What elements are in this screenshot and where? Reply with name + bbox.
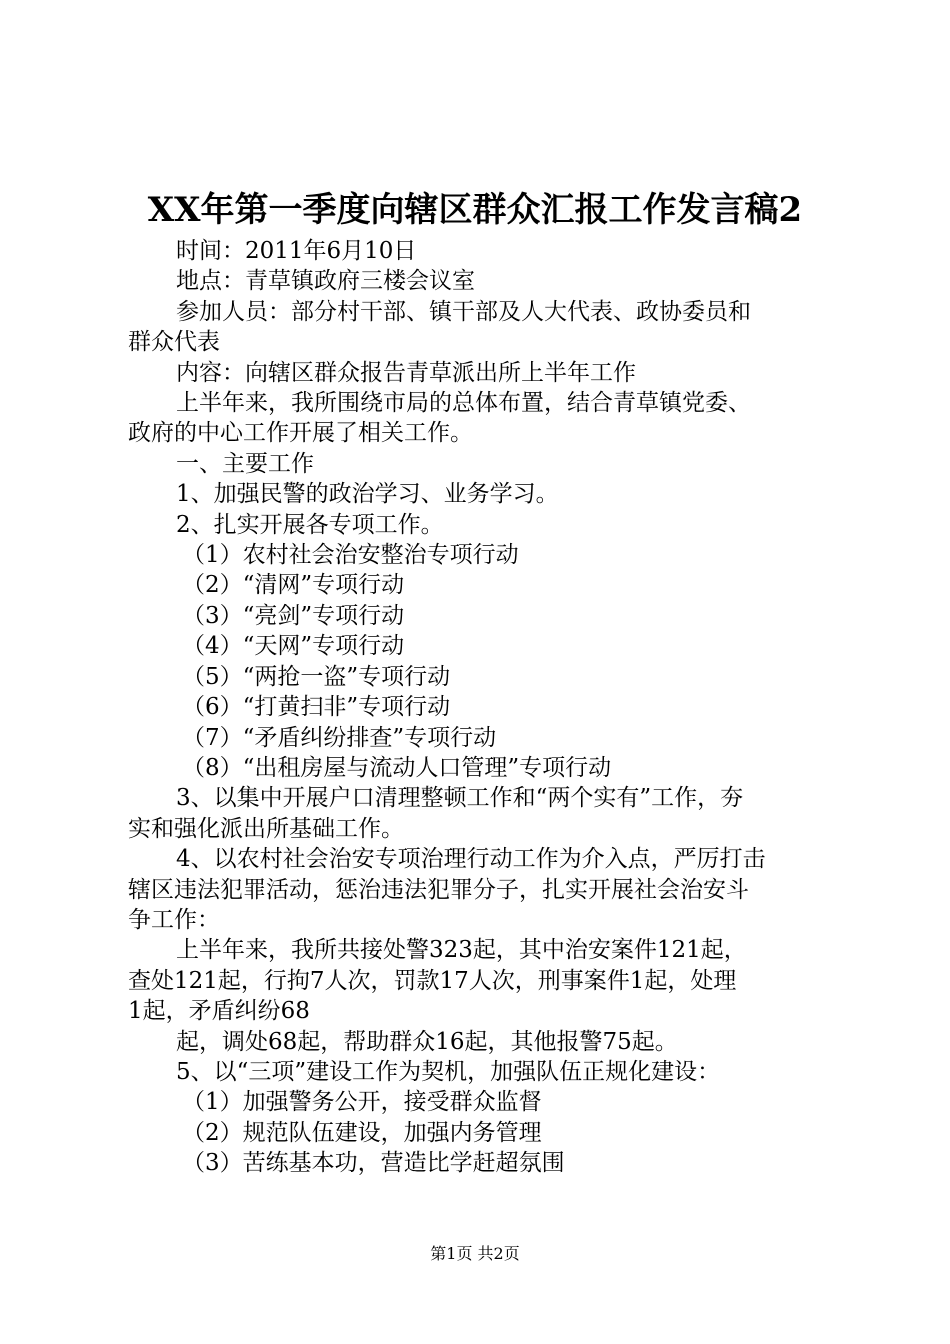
text-line-stats: 上半年来，我所共接处警323起，其中治安案件121起， (176, 937, 747, 964)
sub-list-item: （8）“出租房屋与流动人口管理”专项行动 (182, 754, 612, 781)
list-item: 2、扎实开展各专项工作。 (176, 511, 444, 538)
text-line-stats-cont: 1起，矛盾纠纷68 (128, 998, 310, 1025)
page-number-footer: 第1页 共2页 (430, 1244, 520, 1263)
document-body (128, 236, 833, 1179)
list-item-cont: 争工作： (128, 906, 220, 933)
text-line-intro: 上半年来，我所围绕市局的总体布置，结合青草镇党委、 (176, 390, 751, 417)
sub-list-item: （4）“天网”专项行动 (182, 633, 405, 660)
sub-list-item: （6）“打黄扫非”专项行动 (182, 694, 451, 721)
text-line-stats-cont: 起，调处68起，帮助群众16起，其他报警75起。 (176, 1028, 678, 1055)
text-line-location: 地点：青草镇政府三楼会议室 (176, 268, 475, 295)
sub-list-item: （1）加强警务公开，接受群众监督 (182, 1089, 542, 1116)
list-item: 5、以“三项”建设工作为契机，加强队伍正规化建设： (176, 1058, 721, 1085)
text-line-stats-cont: 查处121起，行拘7人次，罚款17人次，刑事案件1起，处理 (128, 967, 737, 994)
list-item: 3、以集中开展户口清理整顿工作和“两个实有”工作，夯 (176, 785, 744, 812)
list-item: 4、以农村社会治安专项治理行动工作为介入点，严厉打击 (176, 846, 766, 873)
section-heading: 一、主要工作 (176, 450, 314, 477)
sub-list-item: （3）苦练基本功，营造比学赶超氛围 (182, 1150, 565, 1177)
list-item: 1、加强民警的政治学习、业务学习。 (176, 481, 559, 508)
document-title: XX年第一季度向辖区群众汇报工作发言稿2 (147, 190, 803, 230)
sub-list-item: （7）“矛盾纠纷排查”专项行动 (182, 724, 497, 751)
list-item-cont: 辖区违法犯罪活动，惩治违法犯罪分子，扎实开展社会治安斗 (128, 876, 749, 903)
text-line-time: 时间：2011年6月10日 (176, 238, 417, 264)
text-line-intro-cont: 政府的中心工作开展了相关工作。 (128, 420, 473, 447)
sub-list-item: （1）农村社会治安整治专项行动 (182, 542, 519, 569)
sub-list-item: （2）“清网”专项行动 (182, 572, 405, 599)
sub-list-item: （3）“亮剑”专项行动 (182, 602, 405, 629)
sub-list-item: （2）规范队伍建设，加强内务管理 (182, 1119, 542, 1146)
text-line-attendees: 参加人员：部分村干部、镇干部及人大代表、政协委员和 (176, 298, 751, 325)
text-line-attendees-cont: 群众代表 (128, 329, 220, 356)
text-line-content: 内容：向辖区群众报告青草派出所上半年工作 (176, 359, 636, 386)
sub-list-item: （5）“两抢一盗”专项行动 (182, 663, 451, 690)
list-item-cont: 实和强化派出所基础工作。 (128, 815, 404, 842)
